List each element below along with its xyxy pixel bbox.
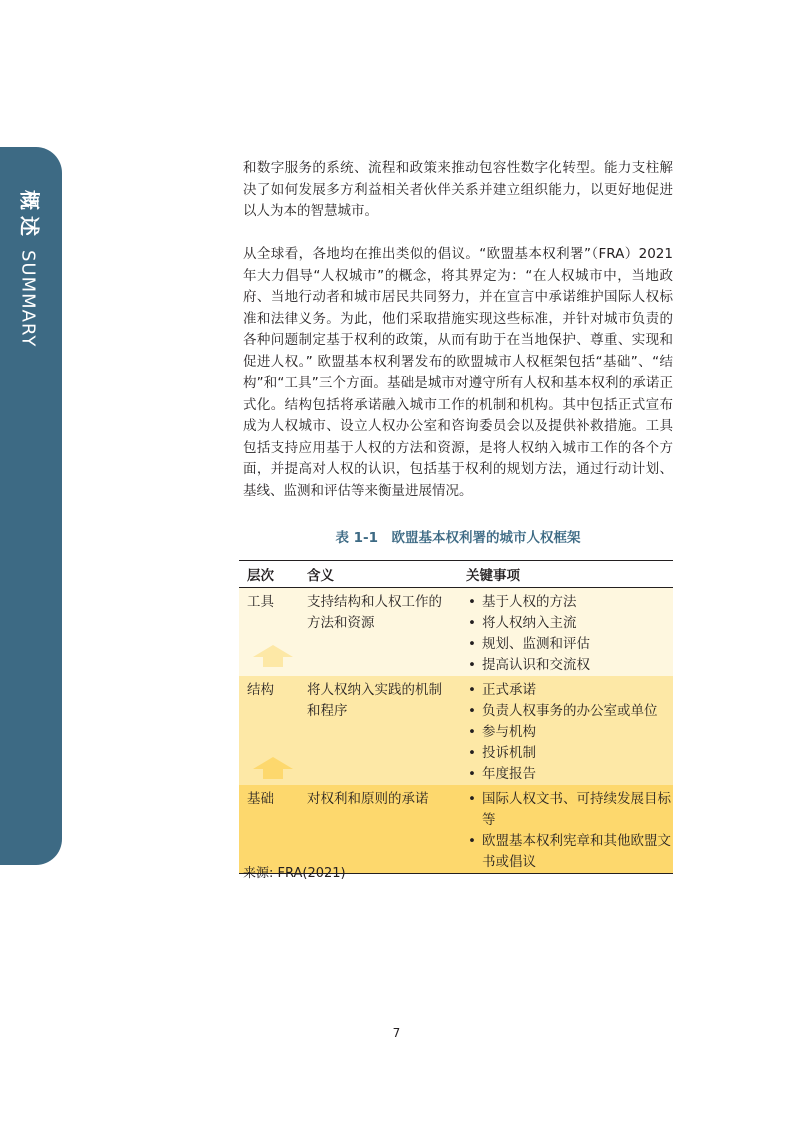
chapter-label-english: SUMMARY bbox=[17, 250, 39, 348]
key-items-list bbox=[466, 680, 673, 785]
header-key-items: 关键事项 bbox=[458, 561, 673, 588]
header-level: 层次 bbox=[239, 561, 299, 588]
table-row bbox=[239, 676, 673, 785]
page-number: 7 bbox=[392, 1026, 401, 1040]
header-meaning: 含义 bbox=[299, 561, 458, 588]
table-header-row bbox=[239, 561, 673, 588]
row-level: 基础 bbox=[239, 785, 299, 874]
table-caption: 表 1-1 欧盟基本权利署的城市人权框架 bbox=[335, 530, 581, 546]
table-row bbox=[239, 785, 673, 874]
framework-table bbox=[239, 560, 673, 874]
up-arrow-icon bbox=[253, 645, 293, 667]
chapter-label-chinese: 概述 bbox=[17, 190, 42, 242]
list-item: • 提高认识和交流权 bbox=[466, 655, 673, 676]
table-source-note: 来源: FRA(2021) bbox=[243, 866, 346, 881]
row-meaning: 支持结构和人权工作的方法和资源 bbox=[299, 588, 458, 677]
list-item: • 正式承诺 bbox=[466, 680, 673, 701]
row-level: 工具 bbox=[247, 594, 274, 610]
table-row bbox=[239, 588, 673, 677]
list-item: • 年度报告 bbox=[466, 764, 673, 785]
up-arrow-icon bbox=[253, 757, 293, 779]
row-meaning: 对权利和原则的承诺 bbox=[299, 785, 458, 874]
body-paragraph-1: 和数字服务的系统、流程和政策来推动包容性数字化转型。能力支柱解决了如何发展多方利益相关者伙伴关系并建立组织能力，以更好地促进以人为本的智慧城市。 bbox=[243, 160, 673, 219]
list-item: • 欧盟基本权利宪章和其他欧盟文书或倡议 bbox=[466, 831, 673, 873]
list-item: • 国际人权文书、可持续发展目标等 bbox=[466, 789, 673, 831]
list-item: • 基于人权的方法 bbox=[466, 592, 673, 613]
row-meaning: 将人权纳入实践的机制和程序 bbox=[299, 676, 458, 785]
key-items-list bbox=[466, 592, 673, 676]
list-item: • 将人权纳入主流 bbox=[466, 613, 673, 634]
row-level: 结构 bbox=[247, 682, 274, 698]
body-paragraph-2: 从全球看，各地均在推出类似的倡议。“欧盟基本权利署”（FRA）2021 年大力倡导“人权城市”的概念，将其界定为：“在人权城市中，当地政府、当地行动者和城市居民共同努力，并在宣言中承诺维护国际人权标准和法律义务。为此，他们采取措施实现这些标准，并针对城市负责的各种问题制定基于权利的政策，从而有助于在当地保护、尊重、实现和促进人权。” 欧盟基本权利署发布的欧盟城市人权框架包括“基础”、“结构”和“工具”三个方面。基础是城市对遵守所有人权和基本权利的承诺正式化。结构包括将承诺融入城市工作的机制和机构。其中包括正式宣布成为人权城市、设立人权办公室和咨询委员会以及提供补救措施。工具包括支持应用基于人权的方法和资源，是将人权纳入城市工作的各个方面，并提高对人权的认识，包括基于权利的规划方法，通过行动计划、基线、监测和评估等来衡量进展情况。 bbox=[243, 246, 673, 499]
chapter-side-label bbox=[17, 190, 46, 347]
list-item: • 规划、监测和评估 bbox=[466, 634, 673, 655]
list-item: • 负责人权事务的办公室或单位 bbox=[466, 701, 673, 722]
list-item: • 参与机构 bbox=[466, 722, 673, 743]
key-items-list bbox=[466, 789, 673, 873]
list-item: • 投诉机制 bbox=[466, 743, 673, 764]
